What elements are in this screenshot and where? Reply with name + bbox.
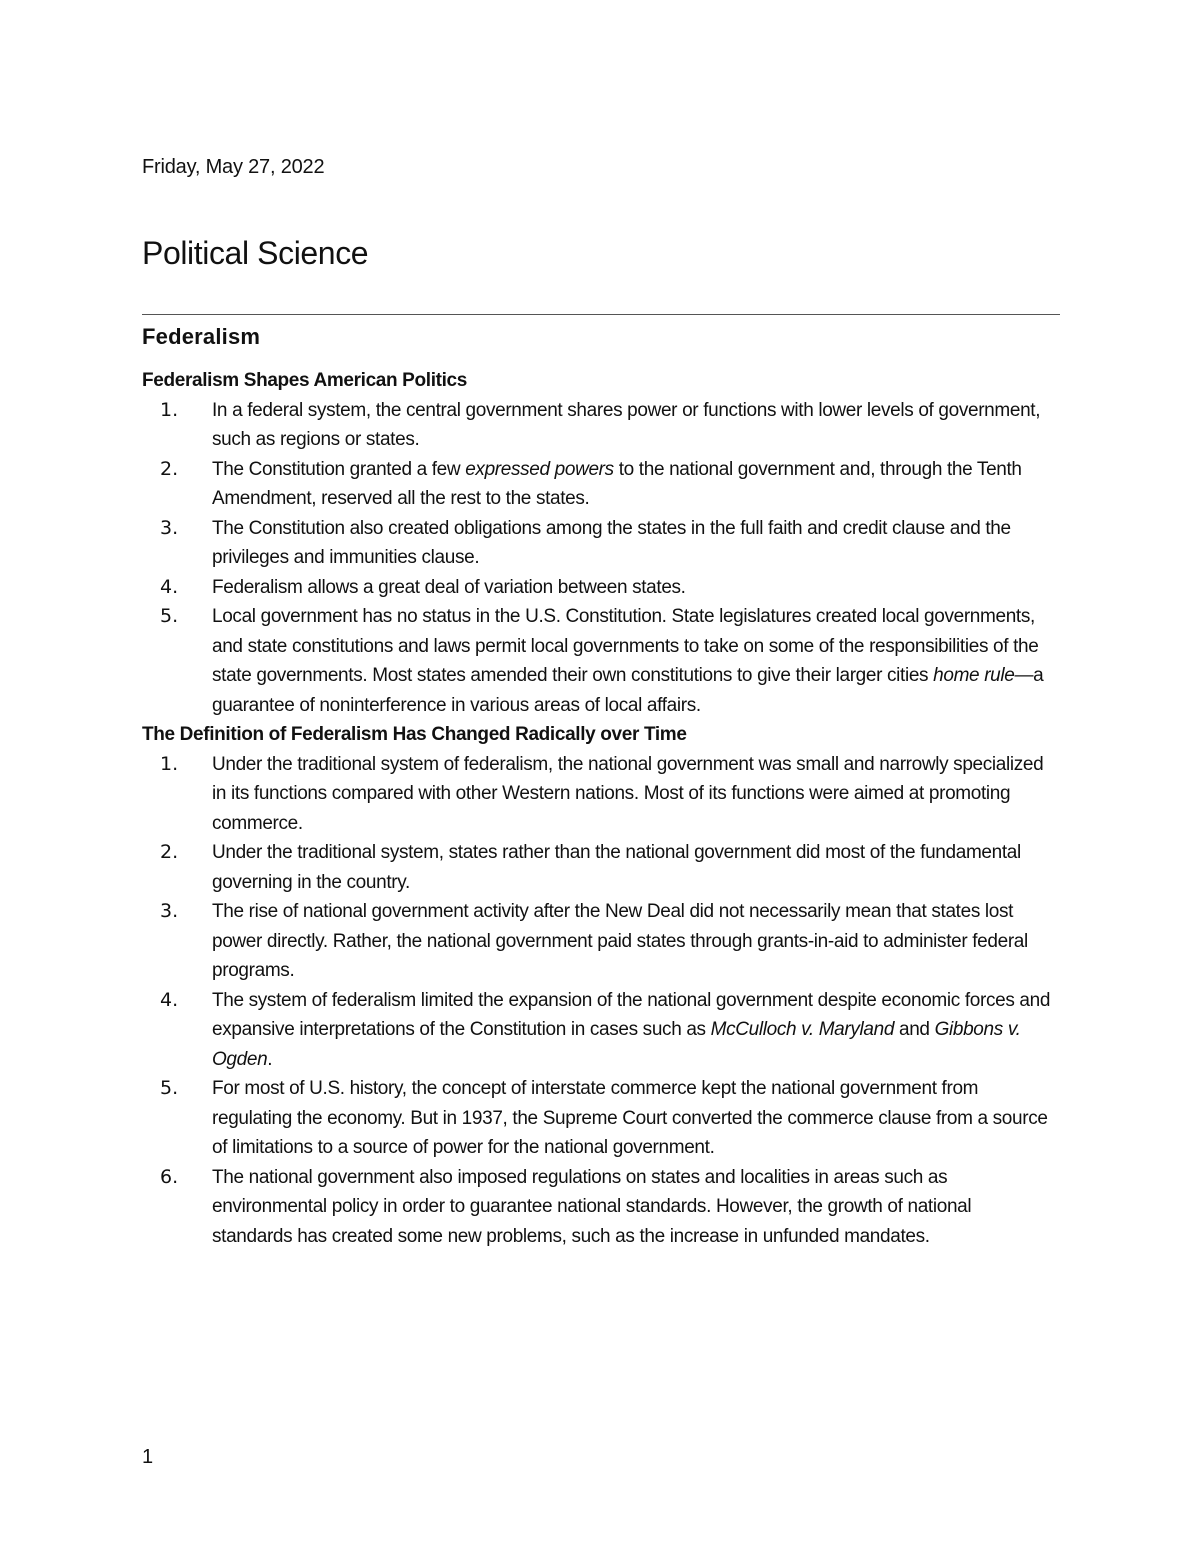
list-item [142, 750, 1060, 839]
list-number: 4. [160, 988, 179, 1011]
list-item-text: Under the traditional system, states rather than the national government did most of the fundamental governing in the country. [212, 842, 1021, 893]
list-item [142, 1074, 1060, 1163]
document-date: Friday, May 27, 2022 [142, 156, 325, 178]
list-item-text: In a federal system, the central government shares power or functions with lower levels of government, such as regions or states. [212, 399, 1041, 450]
section-content [142, 366, 1060, 1251]
numbered-list [142, 396, 1060, 721]
subsection-heading: The Definition of Federalism Has Changed Radically over Time [142, 724, 687, 745]
list-number: 2. [160, 841, 179, 863]
list-item-text: The rise of national government activity after the New Deal did not necessarily mean that states lost power directly. Rather, the national government paid states through grants-in-aid to administer federal programs. [212, 901, 1028, 981]
list-item-text: Federalism allows a great deal of variation between states. [212, 576, 686, 598]
emphasis-term: home rule [933, 665, 1015, 686]
list-item-text: For most of U.S. history, the concept of interstate commerce kept the national government from regulating the economy. But in 1937, the Supreme Court converted the commerce clause from a source of limitations to a source of power for the national government. [212, 1078, 1048, 1158]
list-number: 5. [160, 605, 179, 627]
list-item-text: The system of federalism limited the expansion of the national government despite economic forces and expansive interpretations of the Constitution in cases such as [212, 989, 1051, 1040]
list-item [142, 897, 1060, 986]
subsection-heading: Federalism Shapes American Politics [142, 370, 467, 391]
list-item [142, 986, 1060, 1075]
list-item-text: . [267, 1048, 273, 1070]
list-number: 5. [160, 1077, 179, 1099]
list-item [142, 573, 1060, 603]
list-number: 6. [160, 1165, 179, 1188]
list-number: 1. [160, 752, 179, 775]
list-item-text: —a guarantee of noninterference in various areas of local affairs. [212, 665, 1044, 716]
document-title: Political Science [142, 235, 369, 271]
list-item-text: The Constitution also created obligations among the states in the full faith and credit clause and the privileges and immunities clause. [212, 517, 1011, 568]
list-number: 3. [160, 516, 179, 539]
list-number: 2. [160, 457, 179, 480]
list-item-text: Under the traditional system of federalism, the national government was small and narrowly specialized in its functions compared with other Western nations. Most of its functions were aimed at promoting commerce. [212, 753, 1044, 834]
case-name: Gibbons v. Ogden [212, 1019, 1021, 1070]
list-item [142, 602, 1060, 720]
list-number: 1. [160, 398, 179, 421]
list-item [142, 396, 1060, 455]
list-number: 4. [160, 575, 179, 598]
list-item-text: The Constitution granted a few [212, 458, 466, 480]
emphasis-term: expressed powers [465, 458, 614, 480]
list-item [142, 514, 1060, 573]
list-item-text: and [894, 1019, 935, 1040]
list-item-text: Local government has no status in the U.S. Constitution. State legislatures created local governments, and state constitutions and laws permit local governments to take on some of the responsibilities of the state governments. Most states amended their own constitutions to give their larger cities [212, 606, 1039, 686]
list-item [142, 1163, 1060, 1252]
list-item-text: to the national government and, through the Tenth Amendment, reserved all the rest to the states. [212, 458, 1022, 509]
list-item [142, 838, 1060, 897]
list-item [142, 455, 1060, 514]
numbered-list [142, 750, 1060, 1252]
title-divider [142, 314, 1060, 315]
page-number: 1 [142, 1446, 154, 1468]
section-heading: Federalism [142, 324, 261, 349]
list-item-text: The national government also imposed regulations on states and localities in areas such as environmental policy in order to guarantee national standards. However, the growth of national standards has created some new problems, such as the increase in unfunded mandates. [212, 1166, 972, 1247]
list-number: 3. [160, 900, 179, 922]
case-name: McCulloch v. Maryland [710, 1019, 895, 1040]
